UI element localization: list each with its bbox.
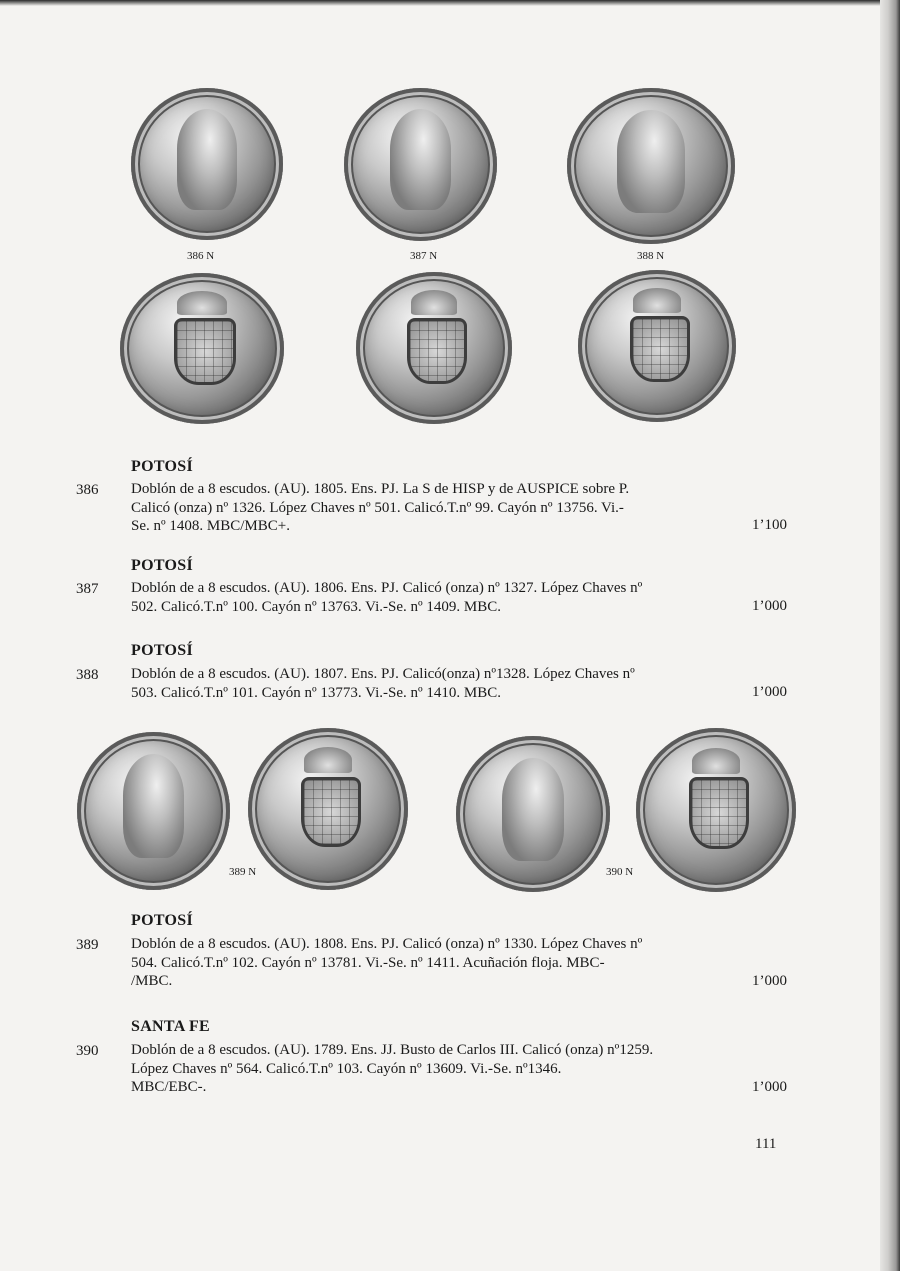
coin-label-390: 390 N	[606, 866, 634, 878]
coin-label-389: 389 N	[229, 866, 257, 878]
coin-390-reverse	[636, 728, 796, 892]
page-number: 111	[755, 1136, 777, 1152]
entry-388-line-1: Doblón de a 8 escudos. (AU). 1807. Ens. PJ. Calicó(onza) nº1328. López Chaves nº	[131, 666, 635, 682]
entry-390-price: 1’000	[752, 1079, 787, 1095]
coin-388-obverse	[567, 88, 735, 244]
entry-386-price: 1’100	[752, 517, 787, 533]
entry-389-heading: POTOSÍ	[131, 912, 193, 929]
coin-387-reverse	[356, 272, 512, 424]
entry-387-price: 1’000	[752, 598, 787, 614]
entry-386-line-3: Se. nº 1408. MBC/MBC+.	[131, 518, 290, 534]
coin-387-obverse	[344, 88, 497, 241]
entry-387-number: 387	[76, 581, 99, 597]
entry-389-line-1: Doblón de a 8 escudos. (AU). 1808. Ens. PJ. Calicó (onza) nº 1330. López Chaves nº	[131, 936, 643, 952]
entry-390-heading: SANTA FE	[131, 1018, 211, 1035]
entry-387-line-1: Doblón de a 8 escudos. (AU). 1806. Ens. PJ. Calicó (onza) nº 1327. López Chaves nº	[131, 580, 643, 596]
entry-390-line-2: López Chaves nº 564. Calicó.T.nº 103. Cayón nº 13609. Vi.-Se. nº1346.	[131, 1060, 562, 1077]
entry-389-description	[131, 935, 737, 991]
entry-386-line-2: Calicó (onza) nº 1326. López Chaves nº 501. Calicó.T.nº 99. Cayón nº 13756. Vi.-	[131, 499, 624, 516]
entry-390-description	[131, 1041, 737, 1097]
entry-386-heading: POTOSÍ	[131, 458, 193, 475]
entry-388-description	[131, 665, 737, 702]
entry-388-number: 388	[76, 667, 99, 683]
entry-387-line-2: 502. Calicó.T.nº 100. Cayón nº 13763. Vi.-Se. nº 1409. MBC.	[131, 598, 501, 615]
entry-390-line-1: Doblón de a 8 escudos. (AU). 1789. Ens. JJ. Busto de Carlos III. Calicó (onza) nº1259.	[131, 1042, 654, 1058]
top-edge-shadow	[0, 0, 900, 6]
coin-label-388: 388 N	[637, 250, 665, 262]
entry-386-number: 386	[76, 482, 99, 498]
coin-label-386: 386 N	[187, 250, 215, 262]
entry-387-heading: POTOSÍ	[131, 557, 193, 574]
entry-389-line-3: /MBC.	[131, 973, 173, 989]
entry-389-line-2: 504. Calicó.T.nº 102. Cayón nº 13781. Vi.-Se. nº 1411. Acuñación floja. MBC-	[131, 954, 605, 971]
coin-388-reverse	[578, 270, 736, 422]
page-binding-edge	[880, 0, 900, 1271]
entry-388-line-2: 503. Calicó.T.nº 101. Cayón nº 13773. Vi.-Se. nº 1410. MBC.	[131, 684, 501, 701]
entry-386-line-1: Doblón de a 8 escudos. (AU). 1805. Ens. PJ. La S de HISP y de AUSPICE sobre P.	[131, 481, 630, 497]
entry-390-line-3: MBC/EBC-.	[131, 1079, 207, 1095]
coin-389-obverse	[77, 732, 230, 890]
coin-386-reverse	[120, 273, 284, 424]
entry-388-price: 1’000	[752, 684, 787, 700]
entry-389-price: 1’000	[752, 973, 787, 989]
entry-386-description	[131, 480, 737, 536]
entry-390-number: 390	[76, 1043, 99, 1059]
coin-390-obverse	[456, 736, 610, 892]
coin-386-obverse	[131, 88, 283, 240]
coin-label-387: 387 N	[410, 250, 438, 262]
entry-387-description	[131, 579, 737, 616]
entry-388-heading: POTOSÍ	[131, 642, 193, 659]
coin-389-reverse	[248, 728, 408, 890]
entry-389-number: 389	[76, 937, 99, 953]
